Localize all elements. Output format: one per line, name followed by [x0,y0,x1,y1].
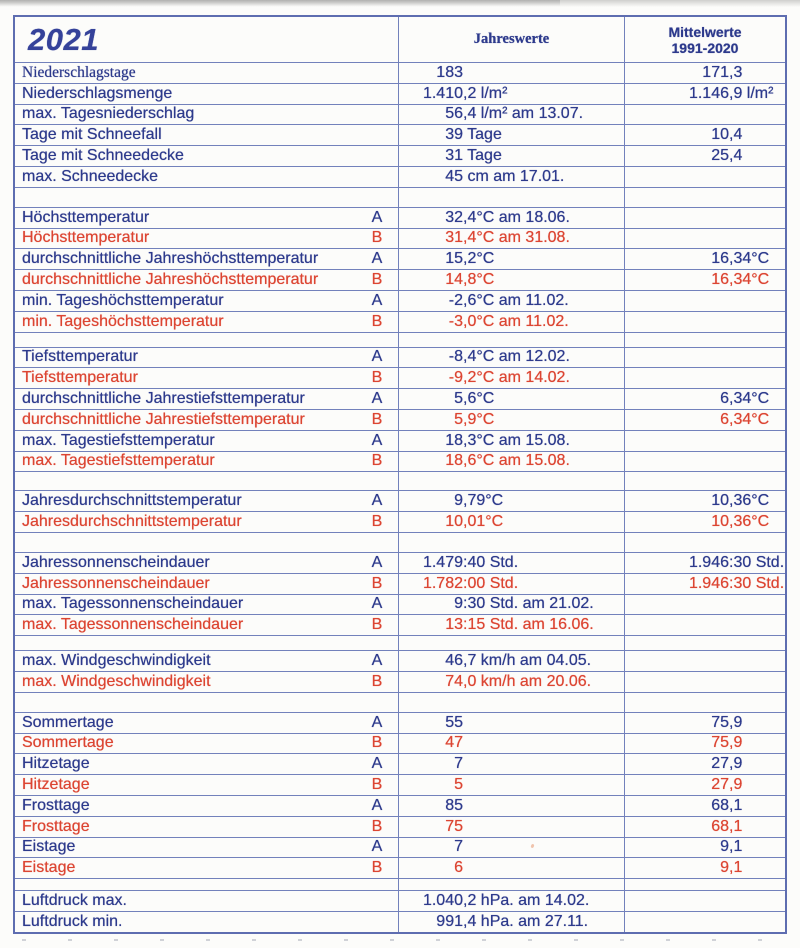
label-cell [15,775,399,795]
annual-value-cell: 45 cm am 17.01. [399,167,625,187]
label-cell [15,208,399,228]
annual-value-cell: -9,2°C am 14.02. [399,368,625,388]
table-row [15,490,785,511]
annual-value-cell [399,533,625,552]
row-label: Luftdruck max. [22,891,127,909]
table-row [15,857,785,878]
variant-letter: B [371,452,383,470]
label-cell [15,796,399,816]
table-row [15,594,785,615]
variant-letter: B [371,312,383,330]
table-row [15,83,785,104]
label-cell [15,229,399,249]
label-cell [15,817,399,837]
label-cell [15,553,399,573]
row-label: Sommertage [22,713,114,731]
row-label: max. Tagessonnenscheindauer [22,616,244,634]
table-row [15,816,785,837]
row-label: Niederschlagsmenge [22,84,173,102]
annual-value-cell: 6 [399,858,625,878]
mean-value-cell [625,333,785,347]
scan-artifact-bottom [22,939,778,941]
scan-artifact-top-left [0,0,560,6]
row-label: max. Tagesniederschlag [22,105,195,123]
label-cell [15,125,399,145]
annual-value-cell: 183 [399,63,625,83]
label-cell [15,472,399,490]
row-label: Sommertage [22,734,114,752]
table-row [15,166,785,187]
variant-letter: A [371,431,383,449]
annual-header-cell [399,17,625,62]
label-cell [15,368,399,388]
mean-value-cell [625,167,785,187]
annual-value-cell: 5,6°C [399,389,625,409]
annual-value-cell: 14,8°C [399,270,625,290]
annual-value-cell: 32,4°C am 18.06. [399,208,625,228]
mean-value-cell [625,452,785,472]
table-row [15,753,785,774]
label-cell [15,431,399,451]
row-label: Niederschlagstage [22,63,136,81]
label-cell [15,491,399,511]
mean-value-cell: 1.946:30 Std. [688,574,785,592]
spacer-row [15,878,785,890]
variant-letter: B [371,776,383,793]
mean-value-cell: 16,34°C [711,271,770,289]
mean-value-cell [625,879,785,890]
table-row [15,367,785,388]
variant-letter: A [371,755,383,773]
mean-value-cell: 75,9 [711,734,743,752]
label-cell [15,348,399,368]
label-cell [15,389,399,409]
variant-letter: B [371,672,383,690]
table-row [15,552,785,573]
mean-header-cell [625,17,785,62]
spacer-row [15,187,785,207]
annual-value-cell: 1.040,2 hPa. am 14.02. [399,891,625,911]
annual-value-cell [399,693,625,712]
table-row [15,62,785,83]
row-label: Höchsttemperatur [22,229,150,247]
variant-letter: B [371,734,383,752]
mean-value-cell [625,891,785,911]
row-label: Hitzetage [22,776,90,793]
annual-value-cell: 1.479:40 Std. [399,553,625,573]
mean-value-cell [625,291,785,311]
annual-value-cell: 31 Tage [399,146,625,166]
label-cell [15,291,399,311]
mean-value-cell: 68,1 [711,796,743,814]
mean-value-cell: 9,1 [720,859,743,877]
annual-value-cell: 31,4°C am 31.08. [399,229,625,249]
row-label: Tiefsttemperatur [22,369,138,387]
row-label: Jahresdurchschnittstemperatur [22,513,242,531]
annual-value-cell: 56,4 l/m² am 13.07. [399,105,625,125]
annual-value-cell: 46,7 km/h am 04.05. [399,651,625,671]
row-label: Luftdruck min. [22,912,123,930]
annual-value-cell [399,333,625,347]
annual-value-cell: 18,6°C am 15.08. [399,452,625,472]
mean-value-cell: 1.146,9 l/m² [688,84,774,102]
mean-header-line1: Mittelwerte [668,23,742,40]
table-row [15,733,785,754]
label-cell [15,595,399,615]
spacer-row [15,471,785,490]
annual-value-cell: 47 [399,734,625,754]
annual-value-cell: 75 [399,817,625,837]
annual-value-cell: -2,6°C am 11.02. [399,291,625,311]
row-label: max. Tagestiefsttemperatur [22,452,215,470]
table-row [15,671,785,692]
row-label: max. Windgeschwindigkeit [22,672,211,690]
mean-value-cell: 171,3 [702,63,743,81]
annual-value-cell: 55 [399,713,625,733]
row-label: durchschnittliche Jahrestiefsttemperatur [22,390,305,408]
mean-value-cell: 10,36°C [711,513,770,531]
row-label: max. Tagestiefsttemperatur [22,431,215,449]
annual-value-cell [399,879,625,890]
label-cell [15,651,399,671]
table-header-row [15,17,785,62]
table-row [15,795,785,816]
year-label: 2021 [28,21,99,57]
weather-statistics-table [13,15,787,934]
mean-value-cell [625,312,785,332]
label-cell [15,105,399,125]
annual-value-cell: 9:30 Std. am 21.02. [399,595,625,615]
row-label: Jahressonnenscheindauer [22,553,210,571]
variant-letter: A [371,390,383,408]
table-row [15,890,785,911]
annual-value-cell [399,636,625,650]
annual-value-cell: -8,4°C am 12.02. [399,348,625,368]
row-label: Tage mit Schneefall [22,126,162,144]
annual-value-cell: 7 [399,754,625,774]
table-row [15,207,785,228]
annual-value-cell: -3,0°C am 11.02. [399,312,625,332]
variant-letter: A [371,492,383,510]
variant-letter: B [371,513,383,531]
mean-value-cell [625,348,785,368]
mean-value-cell: 10,4 [711,126,743,144]
annual-column-header: Jahreswerte [473,31,550,47]
table-row [15,712,785,733]
annual-value-cell: 5 [399,775,625,795]
table-row [15,430,785,451]
year-header-cell [15,17,399,62]
mean-value-cell [625,533,785,552]
mean-value-cell [625,472,785,490]
label-cell [15,713,399,733]
mean-header-line2: 1991-2020 [671,39,739,56]
variant-letter: A [371,291,383,309]
table-row [15,311,785,332]
annual-value-cell: 9,79°C [399,491,625,511]
mean-column-header [668,24,741,56]
mean-value-cell [625,368,785,388]
mean-value-cell: 10,36°C [711,492,770,510]
annual-value-cell: 85 [399,796,625,816]
annual-value-cell: 5,9°C [399,410,625,430]
row-label: Tiefsttemperatur [22,348,138,366]
label-cell [15,734,399,754]
spacer-row [15,692,785,712]
label-cell [15,167,399,187]
annual-value-cell: 74,0 km/h am 20.06. [399,672,625,692]
table-row [15,248,785,269]
mean-value-cell: 6,34°C [720,410,770,428]
row-label: durchschnittliche Jahrestiefsttemperatur [22,410,305,428]
mean-value-cell: 68,1 [711,817,743,835]
annual-value-cell: 7 [399,838,625,858]
row-label: Eistage [22,859,76,877]
table-row [15,104,785,125]
variant-letter: B [371,229,383,247]
label-cell [15,615,399,635]
mean-value-cell [625,208,785,228]
row-label: durchschnittliche Jahreshöchsttemperatur [22,250,319,268]
variant-letter: B [371,616,383,634]
mean-value-cell: 75,9 [711,713,743,731]
table-row [15,347,785,368]
variant-letter: A [371,838,383,856]
row-label: Jahressonnenscheindauer [22,574,210,592]
table-row [15,269,785,290]
annual-value-cell [399,472,625,490]
variant-letter: B [371,859,383,877]
annual-value-cell: 991,4 hPa. am 27.11. [399,912,625,932]
mean-value-cell [625,595,785,615]
mean-value-cell [625,672,785,692]
label-cell [15,912,399,932]
variant-letter: B [371,574,383,592]
row-label: max. Tagessonnenscheindauer [22,595,244,613]
label-cell [15,188,399,207]
annual-value-cell: 15,2°C [399,249,625,269]
row-label: durchschnittliche Jahreshöchsttemperatur [22,271,319,289]
table-row [15,837,785,858]
variant-letter: A [371,796,383,814]
table-row [15,911,785,932]
variant-letter: B [371,817,383,835]
annual-value-cell: 1.782:00 Std. [399,574,625,594]
label-cell [15,693,399,712]
label-cell [15,533,399,552]
row-label: Frosttage [22,817,90,835]
label-cell [15,63,399,83]
row-label: Eistage [22,838,76,856]
annual-value-cell: 1.410,2 l/m² [399,84,625,104]
mean-value-cell [625,431,785,451]
variant-letter: A [371,713,383,731]
variant-letter: A [371,250,383,268]
mean-value-cell: 1.946:30 Std. [688,553,785,571]
variant-letter: B [371,271,383,289]
mean-value-cell [625,912,785,932]
mean-value-cell: 16,34°C [711,250,770,268]
mean-value-cell [625,615,785,635]
annual-value-cell: 39 Tage [399,125,625,145]
spacer-row [15,532,785,552]
variant-letter: A [371,553,383,571]
variant-letter: B [371,410,383,428]
row-label: Tage mit Schneedecke [22,147,184,165]
variant-letter: A [371,208,383,226]
spacer-row [15,635,785,650]
row-label: Frosttage [22,796,90,814]
annual-value-cell: 10,01°C [399,512,625,532]
label-cell [15,672,399,692]
annual-value-cell: 13:15 Std. am 16.06. [399,615,625,635]
label-cell [15,333,399,347]
row-label: max. Windgeschwindigkeit [22,652,211,670]
annual-value-cell: 18,3°C am 15.08. [399,431,625,451]
mean-value-cell [625,229,785,249]
label-cell [15,312,399,332]
mean-value-cell [625,105,785,125]
mean-value-cell: 6,34°C [720,390,770,408]
row-label: max. Schneedecke [22,167,159,185]
label-cell [15,146,399,166]
table-row [15,451,785,472]
mean-value-cell: 9,1 [720,838,743,856]
row-label: Höchsttemperatur [22,208,150,226]
label-cell [15,636,399,650]
mean-value-cell [625,651,785,671]
annual-value-cell [399,188,625,207]
variant-letter: B [371,369,383,387]
table-row [15,409,785,430]
label-cell [15,858,399,878]
row-label: min. Tageshöchsttemperatur [22,312,224,330]
row-label: min. Tageshöchsttemperatur [22,291,224,309]
label-cell [15,838,399,858]
table-row [15,774,785,795]
row-label: Hitzetage [22,755,90,773]
label-cell [15,754,399,774]
label-cell [15,879,399,890]
label-cell [15,270,399,290]
variant-letter: A [371,595,383,613]
table-row [15,124,785,145]
mean-value-cell [625,188,785,207]
spacer-row [15,332,785,347]
table-row [15,388,785,409]
table-row [15,573,785,594]
table-body [15,62,785,932]
label-cell [15,891,399,911]
table-row [15,145,785,166]
table-row [15,614,785,635]
table-row [15,511,785,532]
table-row [15,228,785,249]
table-row [15,290,785,311]
variant-letter: A [371,348,383,366]
label-cell [15,410,399,430]
mean-value-cell: 27,9 [711,776,743,793]
mean-value-cell [625,693,785,712]
label-cell [15,452,399,472]
label-cell [15,249,399,269]
mean-value-cell: 27,9 [711,755,743,773]
row-label: Jahresdurchschnittstemperatur [22,492,242,510]
mean-value-cell [625,636,785,650]
mean-value-cell: 25,4 [711,147,743,165]
label-cell [15,574,399,594]
label-cell [15,84,399,104]
variant-letter: A [371,652,383,670]
label-cell [15,512,399,532]
table-row [15,650,785,671]
